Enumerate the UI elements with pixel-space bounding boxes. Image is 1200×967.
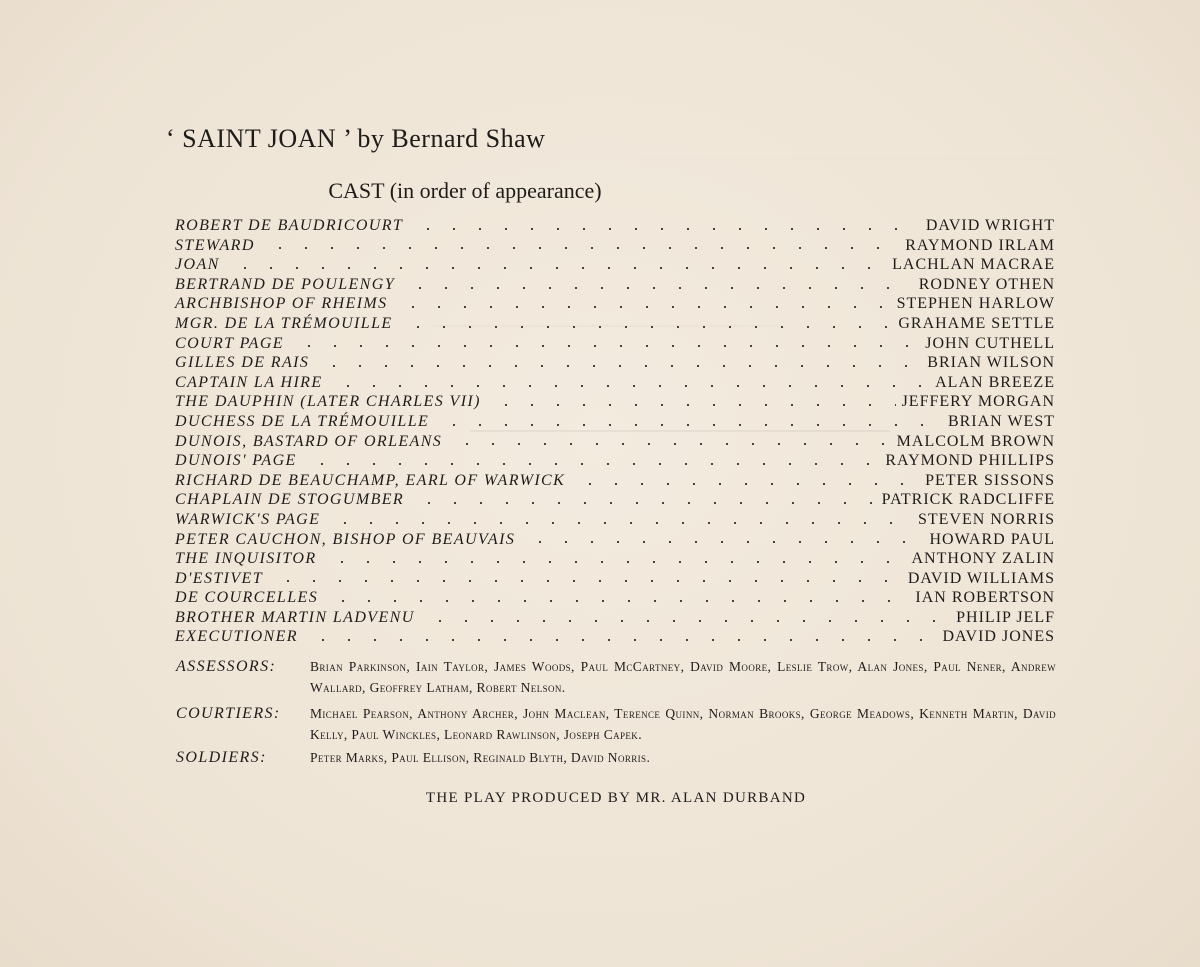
dot-leader (310, 639, 937, 641)
dot-leader (330, 600, 909, 602)
role-name: DUCHESS DE LA TRÉMOUILLE (175, 412, 430, 430)
dot-leader (232, 267, 886, 269)
role-name: PETER CAUCHON, BISHOP OF BEAUVAIS (175, 530, 516, 548)
dot-leader (400, 306, 891, 308)
dot-leader (275, 580, 902, 582)
role-name: WARWICK'S PAGE (175, 510, 321, 528)
cast-row (175, 490, 1055, 510)
actor-name: RODNEY OTHEN (918, 275, 1055, 293)
actor-name: PETER SISSONS (925, 471, 1055, 489)
cast-row (175, 530, 1055, 550)
page-title: ‘ SAINT JOAN ’ by Bernard Shaw (166, 124, 546, 153)
role-name: BROTHER MARTIN LADVENU (175, 608, 415, 626)
group-label: SOLDIERS: (176, 749, 267, 766)
dot-leader (527, 541, 923, 543)
actor-name: JOHN CUTHELL (925, 334, 1055, 352)
role-name: EXECUTIONER (175, 628, 298, 646)
actor-name: LACHLAN MACRAE (892, 256, 1055, 274)
group-names: Michael Pearson, Anthony Archer, John Maclean, Terence Quinn, Norman Brooks, George Meadows, Kenneth Martin, David Kelly, Paul Winckles, Leonard Rawlinson, Joseph Capek. (310, 706, 1056, 742)
group-label: ASSESSORS: (176, 658, 277, 675)
role-name: RICHARD DE BEAUCHAMP, EARL OF WARWICK (175, 471, 566, 489)
role-name: THE DAUPHIN (LATER CHARLES VII) (175, 393, 481, 411)
cast-row (175, 627, 1055, 647)
group-names: Brian Parkinson, Iain Taylor, James Woods, Paul McCartney, David Moore, Leslie Trow, Alan Jones, Paul Nener, Andrew Wallard, Geoffrey Latham, Robert Nelson. (310, 659, 1056, 695)
actor-name: RAYMOND PHILLIPS (885, 452, 1055, 470)
group-label: COURTIERS: (176, 705, 281, 722)
cast-row (175, 373, 1055, 393)
role-name: COURT PAGE (175, 334, 284, 352)
dot-leader (441, 424, 942, 426)
actor-name: STEPHEN HARLOW (896, 295, 1055, 313)
dot-leader (454, 443, 890, 445)
role-name: STEWARD (175, 236, 255, 254)
actor-name: BRIAN WEST (947, 412, 1055, 430)
cast-row (175, 588, 1055, 608)
actor-name: MALCOLM BROWN (896, 432, 1055, 450)
cast-row (175, 451, 1055, 471)
cast-row (175, 334, 1055, 354)
actor-name: PHILIP JELF (956, 608, 1055, 626)
actor-name: PATRICK RADCLIFFE (881, 491, 1055, 509)
soldiers-group (176, 747, 1056, 768)
cast-row (175, 236, 1055, 256)
role-name: DUNOIS, BASTARD OF ORLEANS (175, 432, 443, 450)
actor-name: DAVID WRIGHT (925, 217, 1055, 234)
role-name: CAPTAIN LA HIRE (175, 373, 323, 391)
cast-row (175, 353, 1055, 373)
dot-leader (329, 561, 906, 563)
role-name: THE INQUISITOR (175, 550, 317, 568)
show-through-shadow (640, 118, 1060, 159)
actor-name: GRAHAME SETTLE (898, 314, 1055, 332)
role-name: GILLES DE RAIS (175, 354, 310, 372)
dot-leader (296, 345, 919, 347)
actor-name: HOWARD PAUL (929, 530, 1055, 548)
dot-leader (321, 365, 921, 367)
actor-name: DAVID JONES (942, 628, 1055, 646)
actor-name: ALAN BREEZE (935, 373, 1055, 391)
role-name: D'ESTIVET (175, 569, 264, 587)
role-name: ARCHBISHOP OF RHEIMS (175, 295, 388, 313)
role-name: DUNOIS' PAGE (175, 452, 297, 470)
cast-row (175, 275, 1055, 295)
cast-row (175, 216, 1055, 236)
role-name: MGR. DE LA TRÉMOUILLE (175, 314, 393, 332)
cast-row (175, 432, 1055, 452)
cast-row (175, 392, 1055, 412)
dot-leader (332, 522, 912, 524)
actor-name: IAN ROBERTSON (915, 589, 1055, 607)
dot-leader (335, 385, 930, 387)
cast-list (175, 216, 1055, 647)
dot-leader (405, 326, 893, 328)
cast-row (175, 294, 1055, 314)
actor-name: ANTHONY ZALIN (911, 550, 1055, 568)
cast-row (175, 510, 1055, 530)
courtiers-group (176, 703, 1056, 745)
role-name: ROBERT DE BAUDRICOURT (175, 217, 404, 234)
producer-credit: THE PLAY PRODUCED BY MR. ALAN DURBAND (425, 790, 807, 806)
actor-name: DAVID WILLIAMS (907, 569, 1055, 587)
actor-name: BRIAN WILSON (927, 354, 1055, 372)
cast-row (175, 471, 1055, 491)
cast-row (175, 569, 1055, 589)
group-names: Peter Marks, Paul Ellison, Reginald Blyth, David Norris. (310, 750, 651, 765)
dot-leader (309, 463, 880, 465)
dot-leader (407, 287, 913, 289)
dot-leader (427, 620, 950, 622)
actor-name: JEFFERY MORGAN (901, 393, 1055, 411)
dot-leader (493, 404, 896, 406)
cast-row (175, 314, 1055, 334)
cast-row (175, 608, 1055, 628)
dot-leader (416, 502, 876, 504)
dot-leader (267, 247, 899, 249)
role-name: BERTRAND DE POULENGY (175, 275, 395, 293)
dot-leader (415, 228, 920, 230)
assessors-group (176, 656, 1056, 698)
dot-leader (577, 483, 919, 485)
cast-row (175, 549, 1055, 569)
role-name: JOAN (175, 256, 220, 274)
role-name: DE COURCELLES (175, 589, 319, 607)
cast-row (175, 412, 1055, 432)
role-name: CHAPLAIN DE STOGUMBER (175, 491, 405, 509)
actor-name: RAYMOND IRLAM (905, 236, 1055, 254)
actor-name: STEVEN NORRIS (917, 510, 1055, 528)
cast-row (175, 255, 1055, 275)
cast-heading: CAST (in order of appearance) (328, 178, 602, 203)
